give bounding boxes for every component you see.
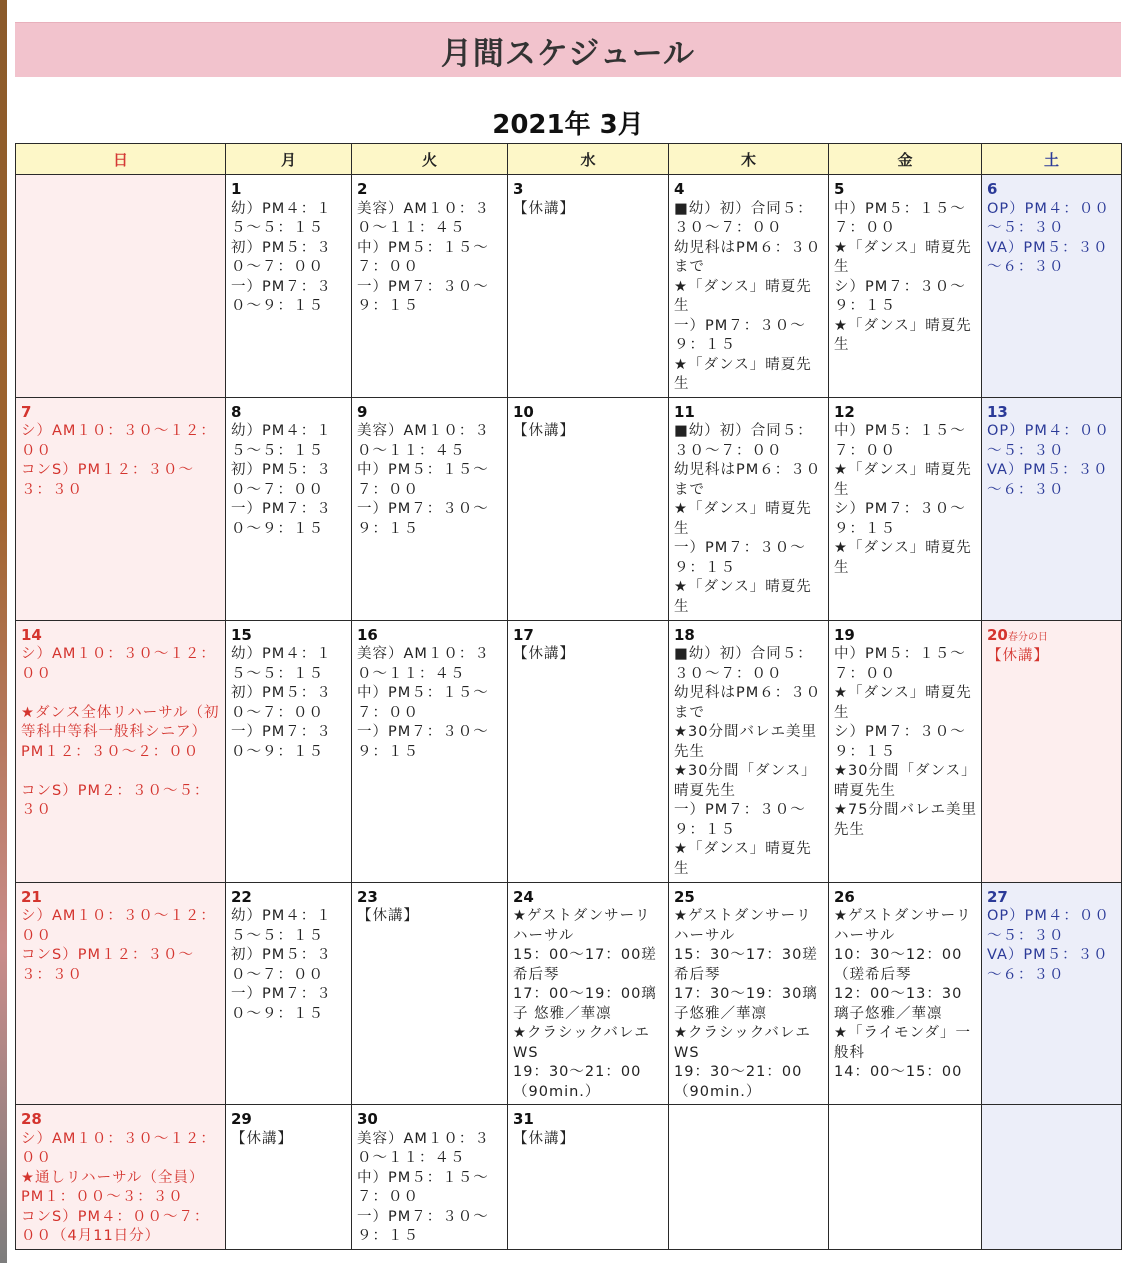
day-number: 19 [834,625,855,644]
day-cell [982,1105,1122,1250]
day-number: 29 [231,1110,252,1128]
day-cell [982,175,1122,398]
day-cell [508,397,669,620]
day-cell [982,882,1122,1105]
day-number: 31 [513,1110,534,1128]
day-number: 1 [231,180,242,198]
day-cell [226,882,352,1105]
day-events: 【休講】 [231,1130,293,1147]
weekday-header [16,144,1122,175]
week-row [16,1105,1122,1250]
day-cell [829,620,982,882]
day-number: 22 [231,887,252,906]
day-number: 13 [987,402,1008,421]
day-number: 14 [21,625,42,644]
day-number: 16 [357,625,378,644]
holiday-name: 春分の日 [1007,631,1048,643]
day-number: 23 [357,887,378,906]
day-events: 美容）AM１０：３０～１１：４５ 中）PM５：１５～７：００ 一）PM７：３０～９：１５ [357,200,490,314]
day-number: 21 [21,887,42,906]
day-cell [982,397,1122,620]
day-number: 3 [513,180,524,198]
day-events: 中）PM５：１５～７：００ ★「ダンス」晴夏先生 シ）PM７：３０～９：１５ ★「ダンス」晴夏先生 [834,423,972,576]
day-events: 【休講】 [513,1130,575,1147]
day-cell [226,620,352,882]
day-cell [508,175,669,398]
day-events: 美容）AM１０：３０～１１：４５ 中）PM５：１５～７：００ 一）PM７：３０～９：１５ [357,646,490,760]
day-cell [669,1105,829,1250]
day-events: 【休講】 [513,646,575,662]
weekday-fri: 金 [829,144,982,175]
day-events: 幼）PM４：１５～５：１５ 初）PM５：３０～７：００ 一）PM７：３０～９：１５ [231,646,332,760]
day-cell [669,397,829,620]
day-number: 15 [231,625,252,644]
day-number: 6 [987,180,998,198]
day-events: OP）PM４：００～５：３０ VA）PM５：３０～６：３０ [987,423,1110,498]
week-row [16,882,1122,1105]
week-row [16,620,1122,882]
weekday-wed: 水 [508,144,669,175]
day-cell [829,1105,982,1250]
day-events: シ）AM１０：３０～１２：００ コンS）PM１２：３０～３：３０ [21,908,216,983]
day-events: 美容）AM１０：３０～１１：４５ 中）PM５：１５～７：００ 一）PM７：３０～９：１５ [357,423,490,537]
day-number: 28 [21,1110,42,1128]
day-cell [669,175,829,398]
day-events: ★ゲストダンサーリハーサル 10：30～12：00（瑳希后琴 12：00～13：30璃子悠雅／華凛 ★「ライモンダ」一般科 14：00～15：00 [834,908,972,1080]
calendar-table [15,143,1122,1250]
day-cell [352,882,508,1105]
day-events: 幼）PM４：１５～５：１５ 初）PM５：３０～７：００ 一）PM７：３０～９：１５ [231,908,332,1022]
day-cell [16,882,226,1105]
weekday-row [16,144,1122,175]
day-events: ★ゲストダンサーリハーサル 15：30～17：30瑳希后琴 17：30～19：30璃子悠雅／華凛 ★クラシックバレエWS 19：30～21：00（90min.） [674,908,818,1100]
day-events: ■幼）初）合同５：３０～７：００ 幼児科はPM６：３０まで ★「ダンス」晴夏先生 一）PM７：３０～９：１５ ★「ダンス」晴夏先生 [674,423,822,615]
day-number: 26 [834,887,855,906]
day-events: 美容）AM１０：３０～１１：４５ 中）PM５：１５～７：００ 一）PM７：３０～９：１５ [357,1130,490,1244]
day-cell [508,882,669,1105]
weekday-mon: 月 [226,144,352,175]
day-number: 12 [834,402,855,421]
day-number: 5 [834,180,845,198]
day-cell [352,397,508,620]
weekday-sun: 日 [16,144,226,175]
day-number: 8 [231,402,242,421]
day-cell [352,620,508,882]
day-events: 中）PM５：１５～７：００ ★「ダンス」晴夏先生 シ）PM７：３０～９：１５ ★「ダンス」晴夏先生 [834,200,972,353]
weekday-thu: 木 [669,144,829,175]
week-row [16,397,1122,620]
day-cell [829,397,982,620]
day-events: 【休講】 [357,908,419,924]
day-number: 9 [357,402,368,421]
day-number: 17 [513,625,534,644]
day-events: OP）PM４：００～５：３０ VA）PM５：３０～６：３０ [987,908,1110,983]
day-events: 中）PM５：１５～７：００ ★「ダンス」晴夏先生 シ）PM７：３０～９：１５ ★30分間「ダンス」晴夏先生 ★75分間バレエ美里先生 [834,646,977,838]
day-cell [226,397,352,620]
day-number: 10 [513,402,534,421]
day-cell [16,1105,226,1250]
day-cell [829,175,982,398]
weekday-tue: 火 [352,144,508,175]
day-number: 18 [674,625,695,644]
page-header [15,22,1121,77]
day-events: 幼）PM４：１５～５：１５ 初）PM５：３０～７：００ 一）PM７：３０～９：１５ [231,423,332,537]
day-cell [226,1105,352,1250]
page-title: 月間スケジュール [440,35,696,72]
day-events: 【休講】 [513,200,575,217]
day-number [987,626,1117,648]
day-cell [508,620,669,882]
day-number: 25 [674,887,695,906]
day-events: シ）AM１０：３０～１２：００ ★通しリハーサル（全員） PM１：００～３：３０ コンS）PM４：００～７：００（4月11日分） [21,1130,216,1244]
day-number: 7 [21,402,32,421]
day-cell [508,1105,669,1250]
day-cell [669,882,829,1105]
day-number: 30 [357,1110,378,1128]
month-title: 2021年 3月 [492,110,644,140]
day-cell [226,175,352,398]
week-row [16,175,1122,398]
day-events: シ）AM１０：３０～１２：００ コンS）PM１２：３０～３：３０ [21,423,216,498]
day-events: 【休講】 [513,423,575,439]
day-number: 4 [674,180,685,198]
day-number: 2 [357,180,368,198]
day-number: 27 [987,887,1008,906]
weekday-sat: 土 [982,144,1122,175]
day-cell [982,620,1122,882]
day-events: 【休講】 [987,648,1049,664]
day-cell [829,882,982,1105]
day-events: ★ゲストダンサーリハーサル 15：00～17：00瑳希后琴 17：00～19：00璃子 悠雅／華凛 ★クラシックバレエWS 19：30～21：00（90min.） [513,908,657,1100]
calendar-body [16,175,1122,1250]
day-number-value: 20 [987,625,1008,644]
day-events: 幼）PM４：１５～５：１５ 初）PM５：３０～７：００ 一）PM７：３０～９：１５ [231,200,332,314]
day-number: 11 [674,402,695,421]
day-cell [669,620,829,882]
day-cell [352,1105,508,1250]
day-cell [352,175,508,398]
day-events: OP）PM４：００～５：３０ VA）PM５：３０～６：３０ [987,200,1110,275]
day-cell [16,397,226,620]
day-cell [16,175,226,398]
window-edge-stripe [0,0,7,1263]
day-number: 24 [513,887,534,906]
day-events: ■幼）初）合同５：３０～７：００ 幼児科はPM６：３０まで ★30分間バレエ美里先生 ★30分間「ダンス」晴夏先生 一）PM７：３０～９：１５ ★「ダンス」晴夏先生 [674,646,822,877]
day-events: シ）AM１０：３０～１２：００ ★ダンス全体リハーサル（初等科中等科一般科シニア） PM１２：３０～２：００ コンS）PM２：３０～５：３０ [21,646,220,818]
day-events: ■幼）初）合同５：３０～７：００ 幼児科はPM６：３０まで ★「ダンス」晴夏先生 一）PM７：３０～９：１５ ★「ダンス」晴夏先生 [674,200,822,392]
day-cell [16,620,226,882]
